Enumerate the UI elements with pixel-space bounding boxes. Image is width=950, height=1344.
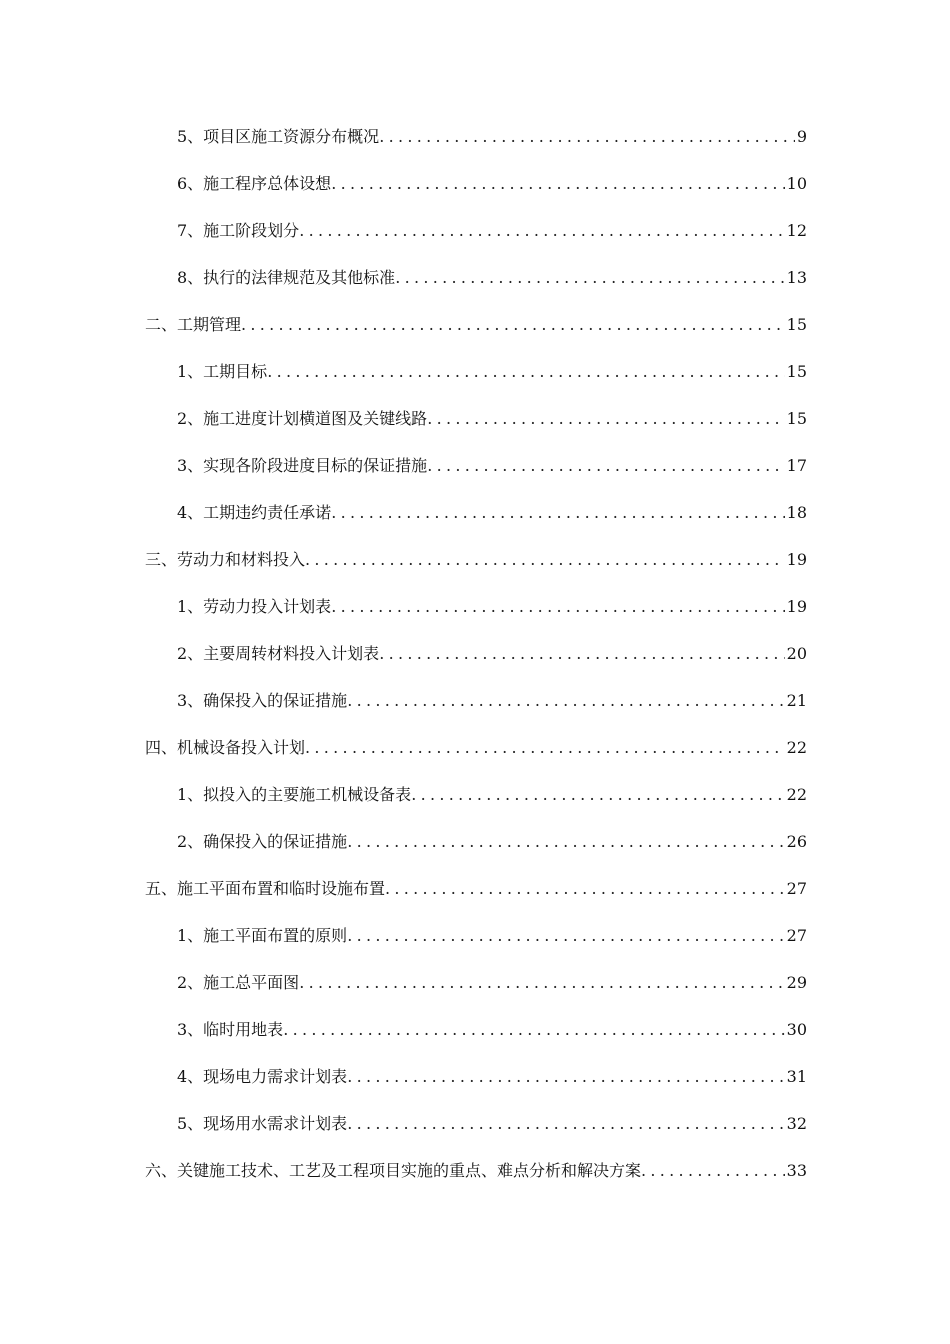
toc-page-number: 9 — [796, 127, 807, 146]
toc-dot-leader — [379, 635, 784, 673]
toc-entry-title: 3、确保投入的保证措施 — [177, 691, 348, 710]
toc-entry-title: 四、机械设备投入计划 — [145, 738, 306, 757]
toc-entry-title: 2、主要周转材料投入计划表 — [177, 644, 380, 663]
toc-page-number: 22 — [786, 785, 807, 804]
toc-entry-title: 4、现场电力需求计划表 — [177, 1067, 348, 1086]
toc-dot-leader — [641, 1152, 785, 1190]
toc-dot-leader — [305, 729, 785, 767]
toc-entry[interactable] — [145, 682, 807, 729]
toc-page-number: 27 — [786, 879, 807, 898]
toc-page-number: 19 — [786, 597, 807, 616]
toc-dot-leader — [347, 1058, 784, 1096]
toc-entry-title: 1、劳动力投入计划表 — [177, 597, 332, 616]
toc-entry-title: 3、实现各阶段进度目标的保证措施 — [177, 456, 428, 475]
toc-section-entry[interactable] — [145, 541, 807, 588]
toc-page-number: 32 — [786, 1114, 807, 1133]
toc-entry[interactable] — [145, 400, 807, 447]
toc-entry[interactable] — [145, 776, 807, 823]
toc-entry[interactable] — [145, 917, 807, 964]
toc-section-entry[interactable] — [145, 306, 807, 353]
toc-section-entry[interactable] — [145, 1152, 807, 1199]
toc-entry-title: 二、工期管理 — [145, 315, 242, 334]
toc-entry[interactable] — [145, 212, 807, 259]
toc-entry-title: 3、临时用地表 — [177, 1020, 284, 1039]
toc-dot-leader — [411, 776, 784, 814]
toc-entry-title: 2、施工进度计划横道图及关键线路 — [177, 409, 428, 428]
toc-page-number: 18 — [786, 503, 807, 522]
toc-page-number: 21 — [786, 691, 807, 710]
toc-page-number: 29 — [786, 973, 807, 992]
toc-entry[interactable] — [145, 823, 807, 870]
toc-dot-leader — [283, 1011, 784, 1049]
toc-page-number: 27 — [786, 926, 807, 945]
toc-entry[interactable] — [145, 494, 807, 541]
toc-page-number: 15 — [786, 362, 807, 381]
toc-dot-leader — [331, 494, 784, 532]
toc-entry-title: 5、现场用水需求计划表 — [177, 1114, 348, 1133]
toc-entry-title: 三、劳动力和材料投入 — [145, 550, 306, 569]
toc-entry-title: 1、施工平面布置的原则 — [177, 926, 348, 945]
toc-section-entry[interactable] — [145, 870, 807, 917]
toc-page-number: 33 — [786, 1161, 807, 1180]
toc-entry-title: 五、施工平面布置和临时设施布置 — [145, 879, 386, 898]
toc-entry[interactable] — [145, 118, 807, 165]
toc-entry[interactable] — [145, 165, 807, 212]
toc-entry-title: 4、工期违约责任承诺 — [177, 503, 332, 522]
toc-dot-leader — [299, 964, 784, 1002]
toc-entry-title: 7、施工阶段划分 — [177, 221, 300, 240]
toc-page-number: 22 — [786, 738, 807, 757]
toc-entry-title: 5、项目区施工资源分布概况 — [177, 127, 380, 146]
toc-page-number: 20 — [786, 644, 807, 663]
toc-entry-title: 6、施工程序总体设想 — [177, 174, 332, 193]
toc-page-number: 31 — [786, 1067, 807, 1086]
toc-entry-title: 2、确保投入的保证措施 — [177, 832, 348, 851]
toc-section-entry[interactable] — [145, 729, 807, 776]
toc-page-number: 13 — [786, 268, 807, 287]
toc-page-number: 10 — [786, 174, 807, 193]
toc-page-number: 15 — [786, 409, 807, 428]
toc-entry[interactable] — [145, 1105, 807, 1152]
toc-dot-leader — [347, 917, 784, 955]
toc-entry[interactable] — [145, 1058, 807, 1105]
toc-dot-leader — [379, 118, 795, 156]
toc-entry[interactable] — [145, 353, 807, 400]
toc-dot-leader — [427, 447, 784, 485]
toc-entry[interactable] — [145, 635, 807, 682]
toc-entry-title: 1、拟投入的主要施工机械设备表 — [177, 785, 412, 804]
toc-entry[interactable] — [145, 588, 807, 635]
toc-entry[interactable] — [145, 259, 807, 306]
toc-dot-leader — [347, 1105, 784, 1143]
toc-entry[interactable] — [145, 447, 807, 494]
toc-page-number: 17 — [786, 456, 807, 475]
toc-page-number: 26 — [786, 832, 807, 851]
toc-entry-title: 六、关键施工技术、工艺及工程项目实施的重点、难点分析和解决方案 — [145, 1161, 642, 1180]
toc-entry[interactable] — [145, 1011, 807, 1058]
toc-dot-leader — [347, 823, 784, 861]
toc-page-number: 15 — [786, 315, 807, 334]
toc-entry[interactable] — [145, 964, 807, 1011]
toc-page-number: 19 — [786, 550, 807, 569]
toc-dot-leader — [385, 870, 785, 908]
table-of-contents — [145, 118, 807, 1199]
toc-dot-leader — [395, 259, 784, 297]
toc-page-number: 12 — [786, 221, 807, 240]
toc-dot-leader — [267, 353, 784, 391]
toc-entry-title: 8、执行的法律规范及其他标准 — [177, 268, 396, 287]
toc-entry-title: 1、工期目标 — [177, 362, 268, 381]
toc-dot-leader — [427, 400, 784, 438]
toc-dot-leader — [305, 541, 785, 579]
toc-dot-leader — [331, 588, 784, 626]
toc-dot-leader — [299, 212, 784, 250]
toc-entry-title: 2、施工总平面图 — [177, 973, 300, 992]
toc-dot-leader — [331, 165, 784, 203]
toc-dot-leader — [241, 306, 785, 344]
toc-page-number: 30 — [786, 1020, 807, 1039]
toc-dot-leader — [347, 682, 784, 720]
